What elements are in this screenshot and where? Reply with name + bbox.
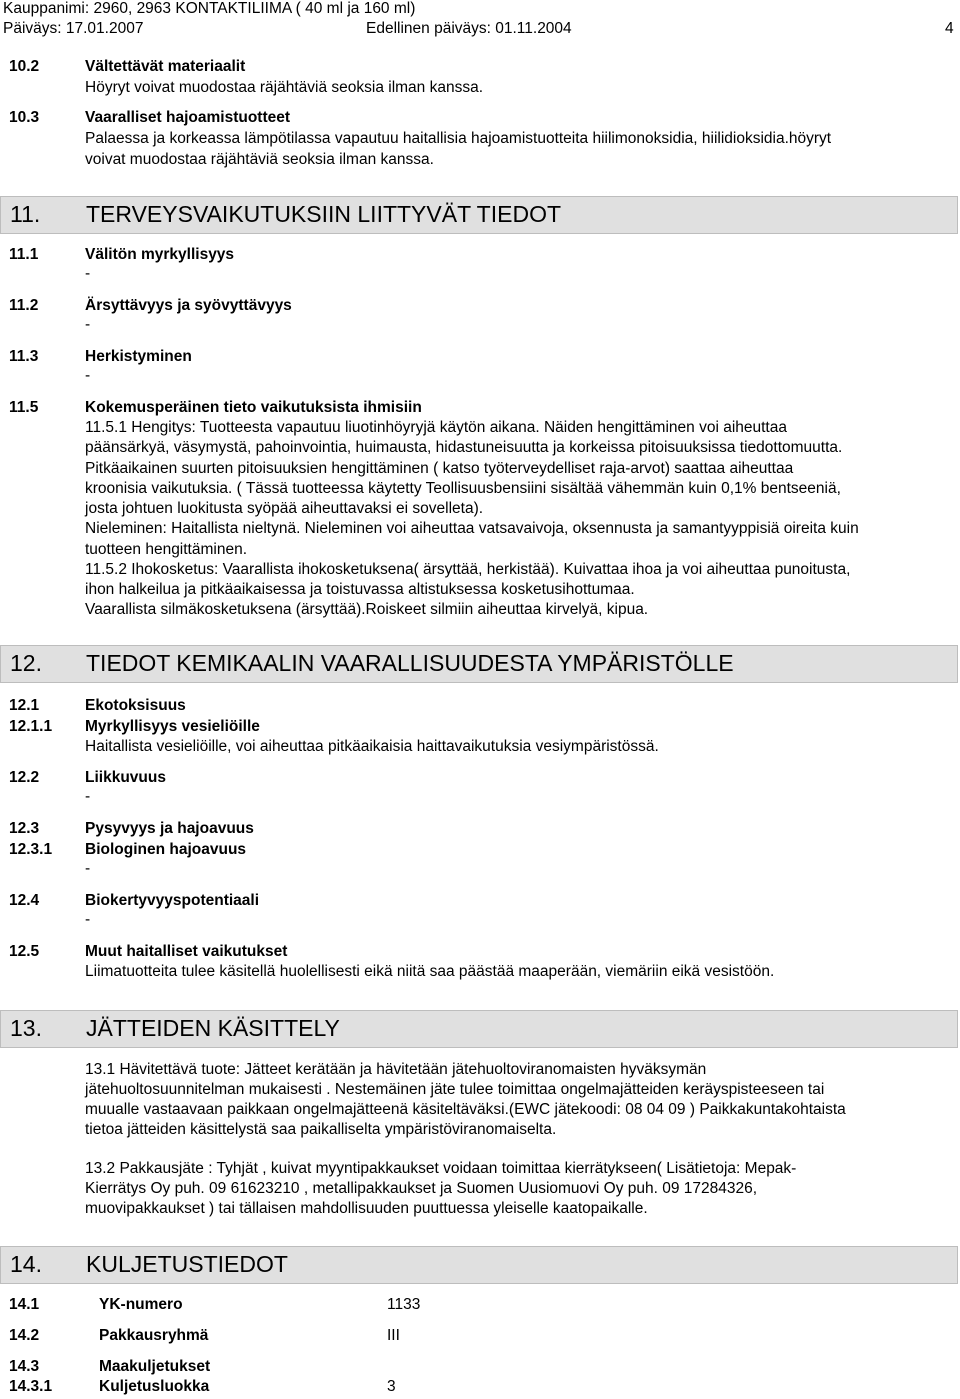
section-11-2-value: - xyxy=(85,316,91,333)
section-13-2-line: 13.2 Pakkausjäte : Tyhjät , kuivat myyntipakkaukset voidaan toimittaa kierrätykseen( Lisätietoja: Mepak- xyxy=(85,1160,797,1177)
section-11-1-title: Välitön myrkyllisyys xyxy=(85,246,235,263)
section-12-1-1-title: Myrkyllisyys vesieliöille xyxy=(85,718,260,735)
section-14-title: KULJETUSTIEDOT xyxy=(86,1251,288,1277)
section-12-3-title: Pysyvyys ja hajoavuus xyxy=(85,820,254,837)
section-14-3-number: 14.3 xyxy=(9,1358,40,1375)
section-12-5-title: Muut haitalliset vaikutukset xyxy=(85,943,288,960)
section-11-5-line: 11.5.2 Ihokosketus: Vaarallista ihokosketuksena( ärsyttää, herkistää). Kuivattaa ihoa ja voi aiheuttaa punoitusta, xyxy=(85,561,851,578)
section-14-2-value: III xyxy=(387,1327,400,1344)
section-12-heading xyxy=(0,645,958,683)
section-13-1-line: jätehuoltosuunnitelman mukaisesti . Nestemäinen jäte tulee toimittaa ongelmajätteiden keräyspisteeseen tai xyxy=(85,1081,825,1098)
section-10-3-text-line: Palaessa ja korkeassa lämpötilassa vapautuu haitallisia hajoamistuotteita hiilimonoksidia, hiilidioksidia.höyryt xyxy=(85,130,832,147)
section-10-2-number: 10.2 xyxy=(9,58,40,75)
section-12-4-title: Biokertyvyyspotentiaali xyxy=(85,892,260,909)
section-10-3-text-line: voivat muodostaa räjähtäviä seoksia ilman kanssa. xyxy=(85,151,434,168)
section-14-2-number: 14.2 xyxy=(9,1327,40,1344)
section-12-1-1-text: Haitallista vesieliöille, voi aiheuttaa pitkäaikaisia haittavaikutuksia vesiympäristössä. xyxy=(85,738,659,755)
section-12-2-value: - xyxy=(85,788,91,805)
section-12-5-text: Liimatuotteita tulee käsitellä huolellisesti eikä niitä saa päästää maaperään, viemäriin eikä vesistöön. xyxy=(85,963,775,980)
section-11-5-line: Nieleminen: Haitallista nieltynä. Nieleminen voi aiheuttaa vatsavaivoja, oksennusta ja samantyyppisiä oireita kuin xyxy=(85,520,859,537)
section-13-1-line: tietoa jätteiden käsittelystä saa paikalliselta ympäristöviranomaiselta. xyxy=(85,1121,557,1138)
section-12-title: TIEDOT KEMIKAALIN VAARALLISUUDESTA YMPÄRISTÖLLE xyxy=(86,650,734,676)
section-14-2-label: Pakkausryhmä xyxy=(99,1327,209,1344)
header-date: Päiväys: 17.01.2007 xyxy=(3,20,144,37)
section-13-number: 13. xyxy=(10,1015,42,1041)
section-12-1-number: 12.1 xyxy=(9,697,40,714)
section-14-1-label: YK-numero xyxy=(99,1296,183,1313)
section-11-5-line: Pitkäaikainen suurten pitoisuuksien hengittäminen ( katso työterveydelliset raja-arvot) saattaa aiheuttaa xyxy=(85,460,794,477)
section-11-5-line: 11.5.1 Hengitys: Tuotteesta vapautuu liuotinhöyryjä käytön aikana. Näiden hengittäminen voi aiheuttaa xyxy=(85,419,787,436)
section-13-title: JÄTTEIDEN KÄSITTELY xyxy=(86,1015,340,1041)
section-10-3-number: 10.3 xyxy=(9,109,40,126)
section-11-5-title: Kokemusperäinen tieto vaikutuksista ihmisiin xyxy=(85,399,422,416)
header-previous-date: Edellinen päiväys: 01.11.2004 xyxy=(366,20,572,37)
section-11-5-line: josta johtuen luokitusta syöpää aiheuttavaksi ei sovelleta). xyxy=(85,500,484,517)
section-12-number: 12. xyxy=(10,650,42,676)
section-14-3-1-value: 3 xyxy=(387,1378,396,1395)
section-12-3-1-number: 12.3.1 xyxy=(9,841,53,858)
section-14-3-label: Maakuljetukset xyxy=(99,1358,211,1375)
section-12-2-number: 12.2 xyxy=(9,769,40,786)
section-14-1-value: 1133 xyxy=(387,1296,421,1313)
section-11-title: TERVEYSVAIKUTUKSIIN LIITTYVÄT TIEDOT xyxy=(86,201,562,227)
section-13-2-line: muovipakkaukset ) tai tällaisen mahdollisuuden puuttuessa yleiselle kaatopaikalle. xyxy=(85,1200,648,1217)
section-14-3-1-label: Kuljetusluokka xyxy=(99,1378,210,1395)
section-14-number: 14. xyxy=(10,1251,42,1277)
section-11-3-value: - xyxy=(85,367,91,384)
section-12-2-title: Liikkuvuus xyxy=(85,769,166,786)
section-11-5-line: ihon halkeilua ja pitkäaikaisessa ja toistuvassa altistuksessa kosketusihottumaa. xyxy=(85,581,635,598)
section-12-4-value: - xyxy=(85,911,91,928)
section-13-heading xyxy=(0,1010,958,1048)
section-10-2-text: Höyryt voivat muodostaa räjähtäviä seoksia ilman kanssa. xyxy=(85,79,484,96)
section-11-5-number: 11.5 xyxy=(9,399,39,416)
section-10-2-title: Vältettävät materiaalit xyxy=(85,58,246,75)
section-12-3-1-value: - xyxy=(85,860,91,877)
section-11-1-value: - xyxy=(85,265,91,282)
section-11-1-number: 11.1 xyxy=(9,246,39,263)
section-12-1-title: Ekotoksisuus xyxy=(85,697,186,714)
section-11-2-number: 11.2 xyxy=(9,297,39,314)
section-12-3-1-title: Biologinen hajoavuus xyxy=(85,841,247,858)
section-11-3-number: 11.3 xyxy=(9,348,39,365)
section-12-4-number: 12.4 xyxy=(9,892,40,909)
section-12-5-number: 12.5 xyxy=(9,943,40,960)
section-11-5-line: kroonisia vaikutuksia. ( Tässä tuotteessa käytetty Teollisuusbensiini sisältää vähemmän kuin 0,1% bentseeniä, xyxy=(85,480,841,497)
section-13-1-line: muualle vastaavaan paikkaan ongelmajätteenä käsiteltäväksi.(EWC jätekoodi: 08 04 09 ) Paikkakuntakohtaista xyxy=(85,1101,846,1118)
section-11-2-title: Ärsyttävyys ja syövyttävyys xyxy=(85,297,292,314)
section-14-3-1-number: 14.3.1 xyxy=(9,1378,53,1395)
section-11-5-line: tuotteen hengittäminen. xyxy=(85,541,248,558)
section-14-heading xyxy=(0,1246,958,1284)
section-11-5-line: Vaarallista silmäkosketuksena (ärsyttää).Roiskeet silmiin aiheuttaa kirvelyä, kipua. xyxy=(85,601,649,618)
section-13-2-line: Kierrätys Oy puh. 09 61623210 , metallipakkaukset ja Suomen Uusiomuovi Oy puh. 09 17284326, xyxy=(85,1180,758,1197)
section-14-1-number: 14.1 xyxy=(9,1296,40,1313)
section-11-number: 11. xyxy=(10,201,41,227)
header-page-number: 4 xyxy=(945,20,954,37)
section-10-3-title: Vaaralliset hajoamistuotteet xyxy=(85,109,291,126)
section-11-heading xyxy=(0,196,958,234)
section-13-1-line: 13.1 Hävitettävä tuote: Jätteet kerätään ja hävitetään jätehuoltoviranomaisten hyväksymän xyxy=(85,1061,707,1078)
section-11-3-title: Herkistyminen xyxy=(85,348,192,365)
header-product-name: Kauppanimi: 2960, 2963 KONTAKTILIIMA ( 40 ml ja 160 ml) xyxy=(3,0,416,17)
section-12-3-number: 12.3 xyxy=(9,820,40,837)
section-12-1-1-number: 12.1.1 xyxy=(9,718,53,735)
section-11-5-line: päänsärkyä, väsymystä, pahoinvointia, huimausta, hidastuneisuutta ja korkeissa pitoisuuksissa tiedottomuutta. xyxy=(85,439,843,456)
